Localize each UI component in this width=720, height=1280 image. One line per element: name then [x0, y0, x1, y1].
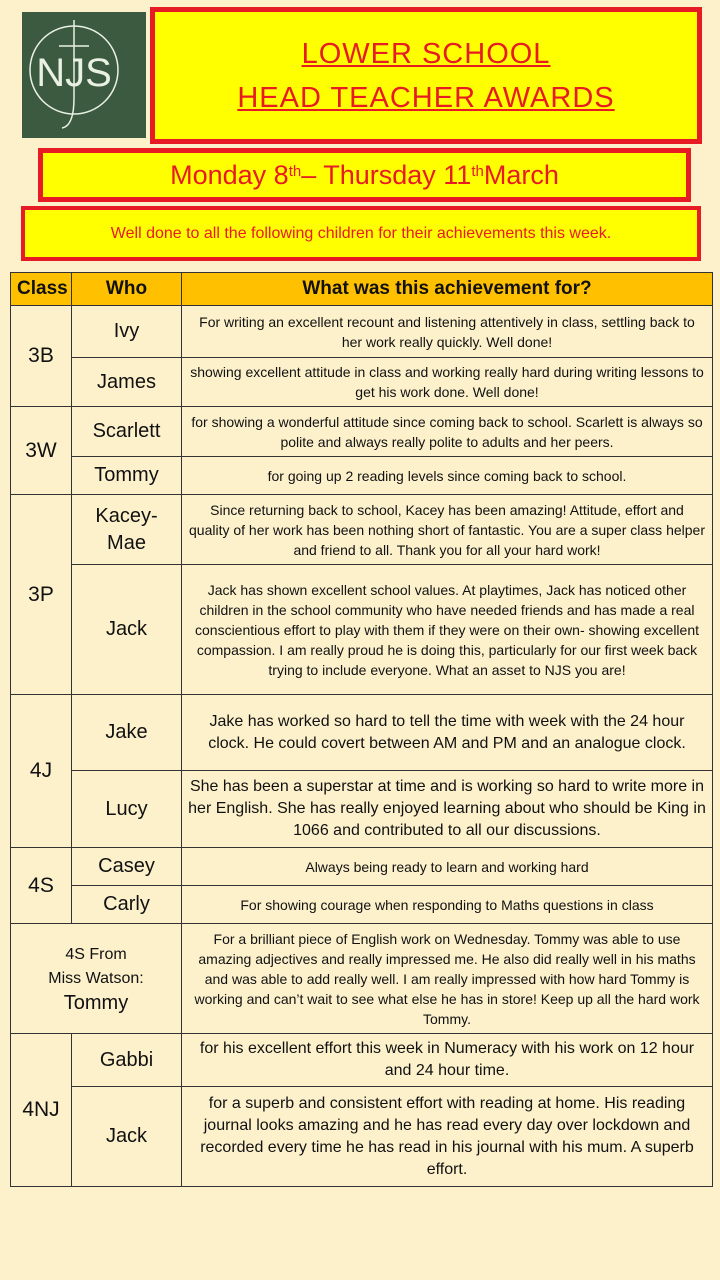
- table-row: [11, 924, 713, 1034]
- who-cell: Kacey-Mae: [72, 495, 182, 565]
- achievement-cell: Jake has worked so hard to tell the time with week with the 24 hour clock. He could covert between AM and PM and an analogue clock.: [182, 695, 713, 771]
- date-prefix: Monday 8: [170, 159, 289, 190]
- title-line-2: HEAD TEACHER AWARDS: [237, 81, 615, 114]
- table-header-row: [11, 273, 713, 306]
- special-name: Tommy: [63, 991, 129, 1014]
- date-sup-1: th: [288, 162, 302, 180]
- table-row: [11, 695, 713, 771]
- who-cell: Jack: [72, 565, 182, 695]
- note-banner: [21, 206, 701, 261]
- achievement-cell: for his excellent effort this week in Numeracy with his work on 12 hour and 24 hour time.: [182, 1034, 713, 1087]
- title-line-1: LOWER SCHOOL: [301, 37, 551, 70]
- note-text: Well done to all the following children for their achievements this week.: [110, 224, 612, 242]
- table-row: [11, 848, 713, 886]
- special-award-cell: [11, 924, 182, 1034]
- who-cell: Tommy: [72, 457, 182, 495]
- date-sup-2: th: [471, 162, 484, 180]
- table-row: [11, 565, 713, 695]
- table-row: [11, 1034, 713, 1087]
- who-cell: Scarlett: [72, 407, 182, 457]
- who-cell: Carly: [72, 886, 182, 924]
- who-cell: Jack: [72, 1087, 182, 1187]
- title-banner: [150, 7, 702, 144]
- who-cell: Casey: [72, 848, 182, 886]
- achievement-cell: Since returning back to school, Kacey has been amazing! Attitude, effort and quality of her work has been nothing short of fantastic. You are a super class helper and friend to all. Thank you for all your hard work!: [182, 495, 713, 565]
- achievement-cell: Jack has shown excellent school values. At playtimes, Jack has noticed other children in the school community who have needed friends and has made a real conscientious effort to play with them if they were on their own- showing excellent compassion. I am really proud he is doing this, particularly for our first week back trying to include everyone. What an asset to NJS you are!: [182, 565, 713, 695]
- table-row: [11, 407, 713, 457]
- awards-table: [10, 272, 713, 1187]
- table-row: [11, 306, 713, 358]
- table-row: [11, 457, 713, 495]
- who-cell: Ivy: [72, 306, 182, 358]
- school-logo: [22, 12, 146, 138]
- achievement-cell: for going up 2 reading levels since coming back to school.: [182, 457, 713, 495]
- class-cell: 4S: [11, 848, 72, 924]
- achievement-cell: for a superb and consistent effort with reading at home. His reading journal looks amazing and he has read every day over lockdown and recorded every time he has read in his journal with his mum. A superb effort.: [182, 1087, 713, 1187]
- achievement-cell: for showing a wonderful attitude since coming back to school. Scarlett is always so polite and always really polite to adults and her peers.: [182, 407, 713, 457]
- who-cell: Jake: [72, 695, 182, 771]
- class-cell: 4NJ: [11, 1034, 72, 1187]
- class-cell: 4J: [11, 695, 72, 848]
- date-suffix: March: [483, 159, 559, 190]
- special-line-1: 4S From: [65, 945, 127, 963]
- table-row: [11, 771, 713, 848]
- class-cell: 3P: [11, 495, 72, 695]
- svg-text:NJS: NJS: [36, 51, 112, 95]
- who-cell: Gabbi: [72, 1034, 182, 1087]
- who-cell: James: [72, 358, 182, 407]
- date-middle: – Thursday 11: [301, 159, 472, 190]
- achievement-cell: For showing courage when responding to Maths questions in class: [182, 886, 713, 924]
- table-row: [11, 886, 713, 924]
- special-line-2: Miss Watson:: [48, 969, 144, 987]
- table-row: [11, 1087, 713, 1187]
- achievement-cell: showing excellent attitude in class and working really hard during writing lessons to get his work done. Well done!: [182, 358, 713, 407]
- who-cell: Lucy: [72, 771, 182, 848]
- table-row: [11, 358, 713, 407]
- table-row: [11, 495, 713, 565]
- header-achievement: What was this achievement for?: [182, 273, 713, 306]
- header-who: Who: [72, 273, 182, 306]
- achievement-cell: Always being ready to learn and working hard: [182, 848, 713, 886]
- achievement-cell: For a brilliant piece of English work on Wednesday. Tommy was able to use amazing adjectives and really impressed me. He also did really well in his maths and was able to add really well. I am really impressed with how hard Tommy is working and can’t wait to see what else he has in store! Keep up all the hard work Tommy.: [182, 924, 713, 1034]
- class-cell: 3W: [11, 407, 72, 495]
- njs-logo-icon: [22, 12, 146, 138]
- class-cell: 3B: [11, 306, 72, 407]
- achievement-cell: She has been a superstar at time and is working so hard to write more in her English. She has really enjoyed learning about who should be King in 1066 and contributed to all our discussions.: [182, 771, 713, 848]
- achievement-cell: For writing an excellent recount and listening attentively in class, settling back to her work really quickly. Well done!: [182, 306, 713, 358]
- date-banner: [38, 148, 691, 202]
- header-class: Class: [11, 273, 72, 306]
